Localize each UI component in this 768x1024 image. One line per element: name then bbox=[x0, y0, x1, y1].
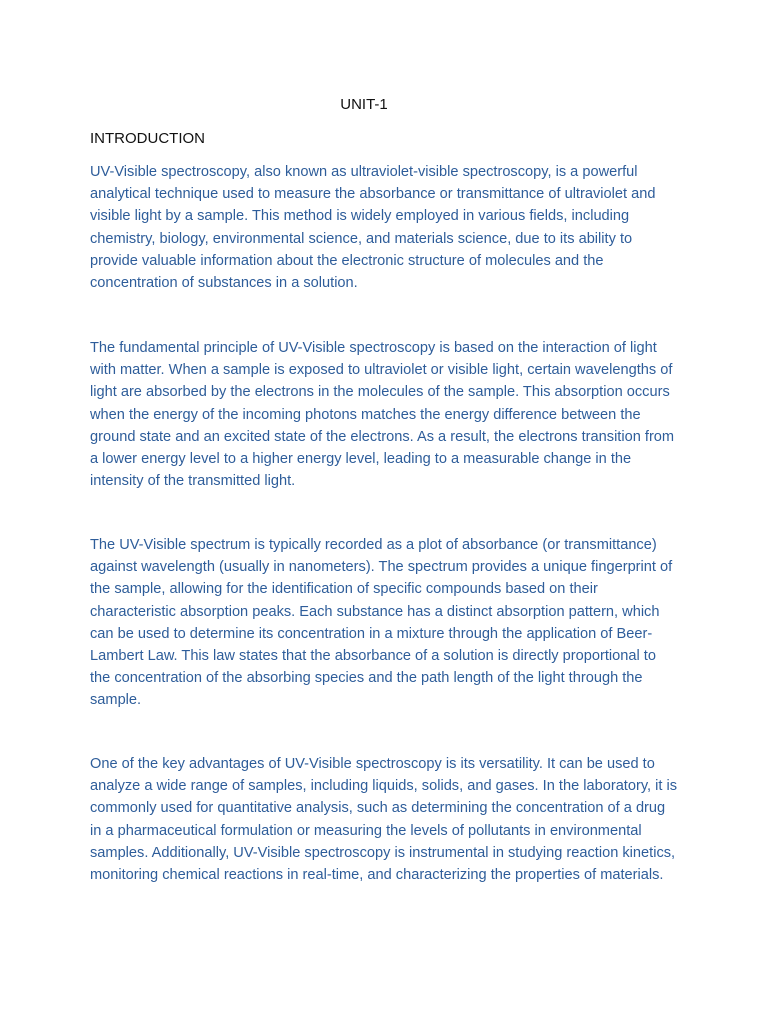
paragraph-principle: The fundamental principle of UV-Visible spectroscopy is based on the interaction of light with matter. When a sample is exposed to ultraviolet or visible light, certain wavelengths of light are absorbed by the electrons in the molecules of the sample. This absorption occurs when the energy of the incoming photons matches the energy difference between the ground state and an excited state of the electrons. As a result, the electrons transition from a lower energy level to a higher energy level, leading to a measurable change in the intensity of the transmitted light. bbox=[90, 340, 675, 490]
paragraph-spectrum: The UV-Visible spectrum is typically recorded as a plot of absorbance (or transmittance) against wavelength (usually in nanometers). The spectrum provides a unique fingerprint of the sample, allowing for the identification of specific compounds based on their characteristic absorption peaks. Each substance has a distinct absorption pattern, which can be used to determine its concentration in a mixture through the application of Beer-Lambert Law. This law states that the absorbance of a solution is directly proportional to the concentration of the absorbing species and the path length of the light through the sample. bbox=[90, 537, 673, 709]
section-heading: INTRODUCTION bbox=[90, 130, 205, 147]
paragraph-intro: UV-Visible spectroscopy, also known as ultraviolet-visible spectroscopy, is a powerful analytical technique used to measure the absorbance or transmittance of ultraviolet and visible light by a sample. This method is widely employed in various fields, including chemistry, biology, environmental science, and materials science, due to its ability to provide valuable information about the electronic structure of molecules and the concentration of substances in a solution. bbox=[90, 164, 656, 292]
paragraph-advantages: One of the key advantages of UV-Visible spectroscopy is its versatility. It can be used to analyze a wide range of samples, including liquids, solids, and gases. In the laboratory, it is commonly used for quantitative analysis, such as determining the concentration of a drug in a pharmaceutical formulation or measuring the levels of pollutants in environmental samples. Additionally, UV-Visible spectroscopy is instrumental in studying reaction kinetics, monitoring chemical reactions in real-time, and characterizing the properties of materials. bbox=[90, 756, 678, 884]
unit-title: UNIT-1 bbox=[340, 96, 388, 113]
